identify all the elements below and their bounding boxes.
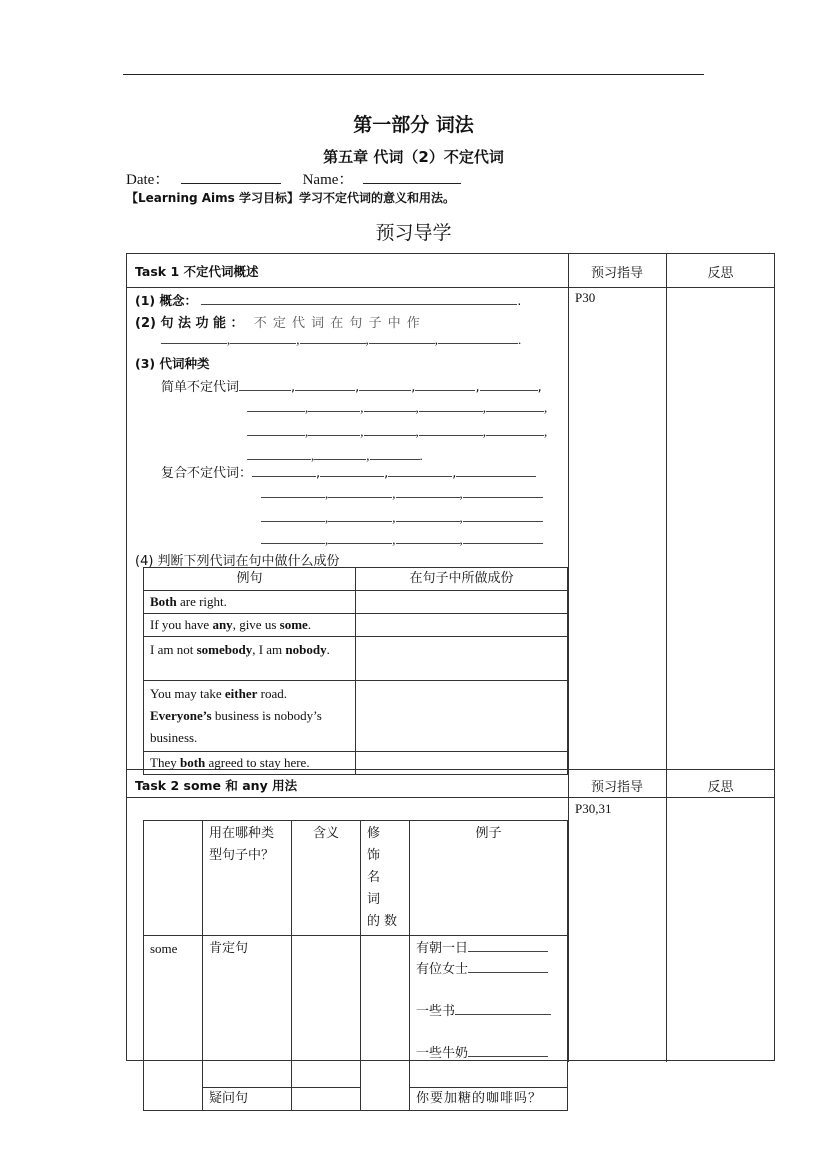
- part-title: 第一部分 词法: [353, 114, 474, 136]
- date-name-line: [126, 168, 461, 189]
- simple-blank[interactable]: [247, 448, 311, 460]
- meaning-cell[interactable]: [292, 936, 361, 1088]
- example-blank[interactable]: [468, 940, 548, 952]
- worksheet-table: [126, 253, 775, 1106]
- sentence-fragment: I am not: [150, 642, 197, 657]
- sentence-fragment: .: [307, 617, 312, 632]
- pronoun-highlight: some: [279, 617, 308, 632]
- pronoun-function-table: [143, 567, 568, 775]
- task2-reflect-header: 反思: [707, 780, 734, 795]
- example-text: 有朝一日: [416, 941, 469, 956]
- item2-blanks: , , , , .: [161, 332, 521, 348]
- compound-blank[interactable]: [388, 465, 452, 477]
- col-divider: [568, 254, 569, 1062]
- task1-reflect-header: 反思: [707, 266, 734, 281]
- example-sentence: [144, 752, 356, 775]
- compound-blank[interactable]: [463, 486, 543, 498]
- compound-blank[interactable]: [463, 532, 543, 544]
- compound-blank[interactable]: [396, 532, 460, 544]
- simple-blank[interactable]: [308, 424, 360, 436]
- noun-number-cell[interactable]: [361, 936, 410, 1111]
- sentence-fragment: agreed to stay here.: [205, 755, 310, 770]
- compound-blank[interactable]: [328, 510, 392, 522]
- aims-label: 【Learning Aims 学习目标】: [126, 191, 299, 205]
- row-divider: [127, 797, 775, 798]
- row-divider: [127, 287, 775, 288]
- sentence-fragment: are right.: [176, 594, 227, 609]
- simple-blank[interactable]: [486, 400, 544, 412]
- compound-blank[interactable]: [456, 465, 536, 477]
- function-answer-cell[interactable]: [356, 591, 568, 614]
- item4-label: (4) 判断下列代词在句中做什么成份: [135, 554, 340, 569]
- example-sentence: [144, 637, 356, 681]
- compound-blank[interactable]: [261, 510, 325, 522]
- column-header: 含义: [292, 821, 361, 936]
- example-sentence: [144, 681, 356, 752]
- item2-label: (2) 句 法 功 能 ：: [135, 316, 244, 331]
- example-text: 有位女士: [416, 962, 469, 977]
- function-answer-cell[interactable]: [356, 614, 568, 637]
- column-header: 例子: [410, 821, 568, 936]
- simple-blank[interactable]: [364, 424, 416, 436]
- sentence-fragment: If you have: [150, 617, 213, 632]
- task1-title: Task 1 不定代词概述: [135, 264, 259, 279]
- item2: [135, 312, 560, 331]
- compound-blank[interactable]: [252, 465, 316, 477]
- simple-blank[interactable]: [247, 400, 305, 412]
- function-blank[interactable]: [161, 332, 227, 344]
- example-item: [416, 938, 561, 959]
- section-title: 预习导学: [375, 222, 452, 244]
- sentence-fragment: .: [326, 642, 330, 657]
- compound-blank[interactable]: [261, 486, 325, 498]
- compound-blank[interactable]: [396, 510, 460, 522]
- function-answer-cell[interactable]: [356, 752, 568, 775]
- example-item: [416, 959, 561, 980]
- sentence-fragment: business is nobody’s business.: [150, 708, 322, 745]
- simple-blank[interactable]: [295, 379, 355, 391]
- compound-blanks-row: , , ,: [261, 486, 543, 502]
- compound-blank[interactable]: [320, 465, 384, 477]
- pronoun-highlight: any: [212, 617, 233, 632]
- examples-cell: [410, 936, 568, 1088]
- name-field[interactable]: [363, 170, 461, 184]
- column-header: 修 饰 名 词 的数: [361, 821, 410, 936]
- meaning-cell[interactable]: [292, 1088, 361, 1111]
- function-blank[interactable]: [369, 332, 435, 344]
- item1-label: (1) 概念：: [135, 293, 197, 308]
- task2-guide-header: 预习指导: [590, 780, 643, 795]
- table-row: [144, 591, 568, 614]
- example-sentence: [144, 591, 356, 614]
- function-answer-cell[interactable]: [356, 637, 568, 681]
- learning-aims: [126, 189, 455, 206]
- task1-guide-header: 预习指导: [590, 266, 643, 281]
- compound-blanks-row: , , ,: [261, 510, 543, 526]
- simple-blank[interactable]: [486, 424, 544, 436]
- function-blank[interactable]: [300, 332, 366, 344]
- date-label: Date：: [126, 172, 170, 188]
- compound-label: 复合不定代词：: [161, 466, 253, 481]
- table-row: [144, 614, 568, 637]
- chapter-title: 第五章 代词（2）不定代词: [323, 148, 504, 166]
- simple-pronouns: 简单不定代词 , , , , ,: [161, 380, 542, 395]
- table-row: [144, 1088, 568, 1111]
- pronoun-highlight: either: [224, 686, 258, 701]
- table-row: [144, 681, 568, 752]
- pronoun-highlight: Everyone’s: [150, 708, 212, 723]
- sentence-fragment: , I am: [252, 642, 286, 657]
- table-header-row: [144, 821, 568, 936]
- compound-blank[interactable]: [328, 532, 392, 544]
- compound-blank[interactable]: [396, 486, 460, 498]
- sentence-type: 疑问句: [203, 1088, 292, 1111]
- aims-text: 学习不定代词的意义和用法。: [299, 191, 456, 205]
- sentence-fragment: They: [150, 755, 180, 770]
- simple-blank[interactable]: [415, 379, 475, 391]
- sentence-fragment: , give us: [232, 617, 280, 632]
- simple-blank[interactable]: [419, 424, 483, 436]
- simple-blank[interactable]: [419, 400, 483, 412]
- sentence-fragment: road.: [257, 686, 287, 701]
- some-any-table: [143, 820, 568, 1111]
- simple-blank[interactable]: [308, 400, 360, 412]
- simple-blank[interactable]: [359, 379, 411, 391]
- example-item: [416, 1043, 561, 1064]
- example-blank[interactable]: [468, 961, 548, 973]
- simple-blank[interactable]: [247, 424, 305, 436]
- simple-blank[interactable]: [239, 379, 291, 391]
- table-row: [144, 637, 568, 681]
- pronoun-highlight: somebody: [196, 642, 253, 657]
- table-row: [144, 936, 568, 1088]
- sentence-type: 肯定句: [203, 936, 292, 1088]
- compound-blanks-row: , , ,: [261, 532, 543, 548]
- table-row: [144, 752, 568, 775]
- date-field[interactable]: [181, 170, 281, 184]
- example-question: 你要加糖的咖啡吗？: [410, 1088, 568, 1111]
- name-label: Name：: [302, 172, 354, 188]
- simple-blank[interactable]: [364, 400, 416, 412]
- column-header: [144, 821, 203, 936]
- column-header: 例句: [144, 568, 356, 591]
- simple-blank[interactable]: [314, 448, 366, 460]
- task2-guide-value: P30,31: [575, 801, 612, 816]
- item1: [135, 291, 521, 309]
- simple-blanks-row: , , .: [247, 448, 423, 464]
- compound-pronouns: 复合不定代词： , , ,: [161, 462, 536, 481]
- column-header: 在句子中所做成份: [356, 568, 568, 591]
- task1-guide-value: P30: [575, 290, 596, 305]
- simple-blank[interactable]: [480, 379, 538, 391]
- function-answer-cell[interactable]: [356, 681, 568, 752]
- concept-blank[interactable]: [201, 293, 517, 305]
- compound-blank[interactable]: [463, 510, 543, 522]
- example-blank[interactable]: [455, 1003, 551, 1015]
- header-rule: [123, 74, 704, 75]
- item1-end: .: [517, 293, 522, 308]
- compound-blank[interactable]: [328, 486, 392, 498]
- compound-blank[interactable]: [261, 532, 325, 544]
- function-blank[interactable]: [438, 332, 518, 344]
- pronoun-highlight: nobody: [285, 642, 327, 657]
- function-blank[interactable]: [230, 332, 296, 344]
- example-blank[interactable]: [468, 1045, 548, 1057]
- item3-label: (3) 代词种类: [135, 356, 210, 371]
- sentence-fragment: You may take: [150, 686, 225, 701]
- simple-blanks-row: , , , , ,: [247, 424, 547, 440]
- col-divider: [666, 254, 667, 1062]
- item2-text: 不 定 代 词 在 句 子 中 作: [253, 316, 421, 331]
- task2-title: Task 2 some 和 any 用法: [135, 778, 298, 793]
- word-cell: some: [144, 936, 203, 1111]
- simple-blanks-row: , , , , ,: [247, 400, 547, 416]
- column-header: 用在哪种类型句子中？: [203, 821, 292, 936]
- table-header-row: [144, 568, 568, 591]
- example-text: 一些牛奶: [416, 1046, 469, 1061]
- example-item: [416, 1001, 561, 1022]
- pronoun-highlight: both: [179, 755, 206, 770]
- pronoun-highlight: Both: [150, 594, 177, 609]
- simple-blank[interactable]: [370, 448, 420, 460]
- simple-label: 简单不定代词: [161, 380, 240, 395]
- example-sentence: [144, 614, 356, 637]
- example-text: 一些书: [416, 1004, 456, 1019]
